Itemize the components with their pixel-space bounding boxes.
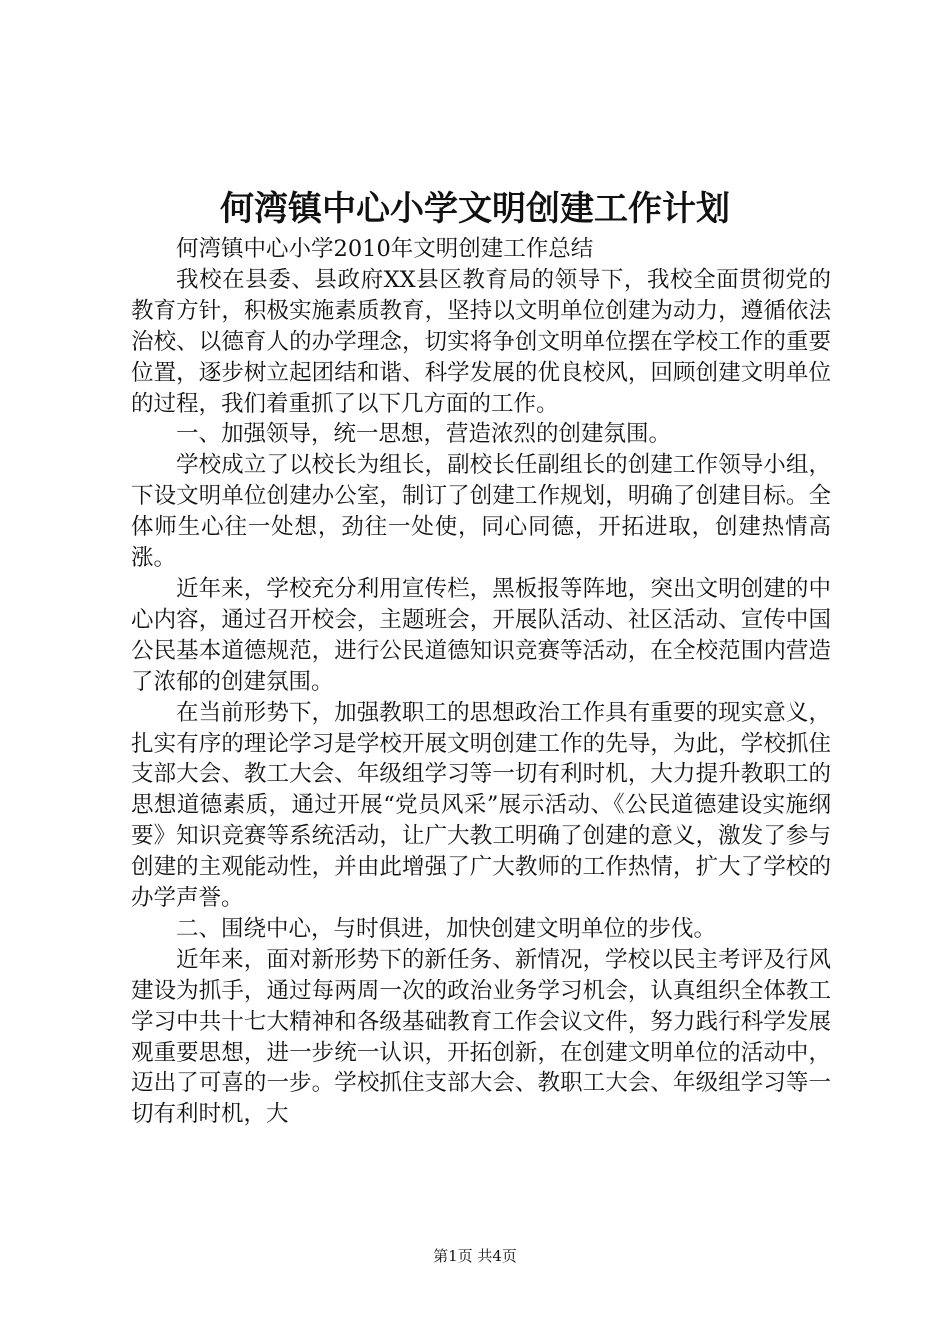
paragraph: 近年来，面对新形势下的新任务、新情况，学校以民主考评及行风建设为抓手，通过每两周一次的政治业务学习机会，认真组织全体教工学习中共十七大精神和各级基础教育工作会议文件，努力践行科学发展观重要思想，进一步统一认识，开拓创新，在创建文明单位的活动中，迈出了可喜的一步。学校抓住支部大会、教职工大会、年级组学习等一切有利时机，大 (131, 946, 831, 1128)
document-body (131, 234, 831, 1130)
section-heading-1: 一、加强领导，统一思想，营造浓烈的创建氛围。 (176, 421, 672, 448)
document-title: 何湾镇中心小学文明创建工作计划 (220, 189, 730, 229)
paragraph-intro: 我校在县委、县政府XX县区教育局的领导下，我校全面贯彻党的教育方针，积极实施素质教育，坚持以文明单位创建为动力，遵循依法治校、以德育人的办学理念，切实将争创文明单位摆在学校工作的重要位置，逐步树立起团结和谐、科学发展的优良校风，回顾创建文明单位的过程，我们着重抓了以下几方面的工作。 (131, 266, 831, 417)
section-heading-2: 二、围绕中心，与时俱进，加快创建文明单位的步伐。 (176, 915, 717, 942)
paragraph: 在当前形势下，加强教职工的思想政治工作具有重要的现实意义，扎实有序的理论学习是学校开展文明创建工作的先导，为此，学校抓住支部大会、教工大会、年级组学习等一切有利时机，大力提升教职工的思想道德素质，通过开展“党员风采”展示活动、《公民道德建设实施纲要》知识竞赛等系统活动，让广大教工明确了创建的意义，激发了参与创建的主观能动性，并由此增强了广大教师的工作热情，扩大了学校的办学声誉。 (131, 699, 831, 912)
page-number-footer: 第1页 共4页 (433, 1247, 517, 1265)
paragraph: 学校成立了以校长为组长，副校长任副组长的创建工作领导小组，下设文明单位创建办公室，制订了创建工作规划，明确了创建目标。全体师生心往一处想，劲往一处使，同心同德，开拓进取，创建热情高涨。 (131, 452, 831, 572)
paragraph-subtitle: 何湾镇中心小学2010年文明创建工作总结 (176, 236, 594, 262)
paragraph: 近年来，学校充分利用宣传栏，黑板报等阵地，突出文明创建的中心内容，通过召开校会，主题班会，开展队活动、社区活动、宣传中国公民基本道德规范，进行公民道德知识竞赛等活动，在全校范围内营造了浓郁的创建氛围。 (131, 575, 831, 695)
